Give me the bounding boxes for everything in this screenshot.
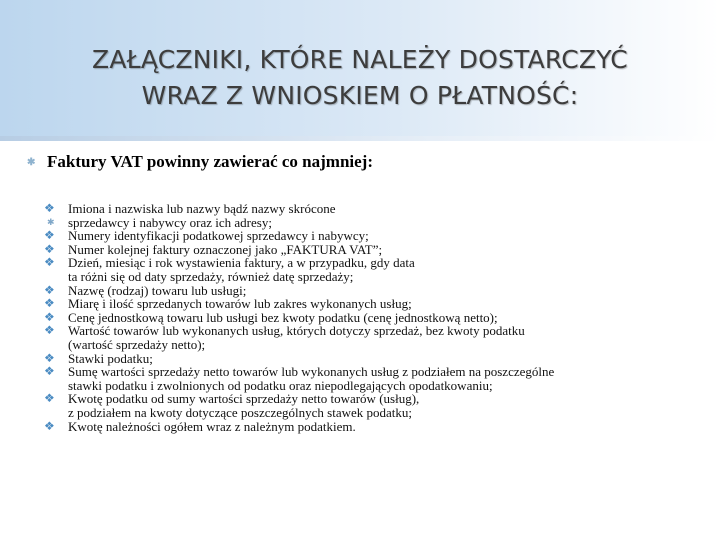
list-item-text: Miarę i ilość sprzedanych towarów lub zakres wykonanych usług; — [68, 296, 412, 312]
star-bullet-icon: ✱ — [27, 156, 36, 168]
slide-title — [20, 42, 700, 114]
list-item-text: Numer kolejnej faktury oznaczonej jako „FAKTURA VAT”; — [68, 241, 383, 257]
diamond-bullet-icon: ❖ — [44, 255, 55, 270]
list-item-text: Stawki podatku; — [68, 350, 153, 366]
diamond-bullet-icon: ❖ — [44, 323, 55, 338]
slide-title-line-2: WRAZ Z WNIOSKIEM O PŁATNOŚĆ: — [141, 81, 579, 110]
list-item — [44, 284, 704, 298]
list-item — [44, 256, 704, 283]
list-item-text: Kwotę należności ogółem wraz z należnym podatkiem. — [68, 418, 356, 434]
list-item — [44, 202, 704, 216]
diamond-bullet-icon: ❖ — [44, 364, 55, 379]
list-item-text: Imiona i nazwiska lub nazwy bądź nazwy skrócone — [68, 201, 336, 216]
section-heading-text: Faktury VAT powinny zawierać co najmniej: — [47, 152, 373, 171]
diamond-bullet-icon: ❖ — [44, 296, 55, 311]
diamond-bullet-icon: ❖ — [44, 282, 55, 297]
diamond-bullet-icon: ❖ — [44, 201, 55, 215]
list-item-text: Cenę jednostkową towaru lub usługi bez kwoty podatku (cenę jednostkową netto); — [68, 309, 498, 325]
diamond-bullet-icon: ❖ — [44, 228, 55, 243]
diamond-bullet-icon: ❖ — [44, 418, 55, 433]
list-item — [44, 365, 704, 392]
section-heading — [27, 152, 373, 172]
diamond-bullet-icon: ❖ — [44, 350, 55, 365]
list-item — [44, 352, 704, 366]
list-item-text: Sumę wartości sprzedaży netto towarów lub wykonanych usług z podziałem na poszczególne stawki podatku i zwolnionych od podatku oraz niepodlegających opodatkowaniu; — [68, 364, 555, 393]
list-item-text: sprzedawcy i nabywcy oraz ich adresy; — [68, 214, 272, 230]
list-item — [44, 216, 704, 230]
list-item — [44, 243, 704, 257]
list-item-text: Numery identyfikacji podatkowej sprzedawcy i nabywcy; — [68, 228, 369, 244]
list-item — [44, 311, 704, 325]
list-item-text: Nazwę (rodzaj) towaru lub usługi; — [68, 282, 247, 298]
diamond-bullet-icon: ❖ — [44, 391, 55, 406]
requirements-list — [44, 202, 704, 433]
list-item — [44, 420, 704, 434]
list-item-text: Dzień, miesiąc i rok wystawienia faktury, a w przypadku, gdy data ta różni się od daty sprzedaży, również datę sprzedaży; — [68, 255, 415, 284]
list-item-text: Wartość towarów lub wykonanych usług, których dotyczy sprzedaż, bez kwoty podatku (wartość sprzedaży netto); — [68, 323, 525, 352]
diamond-bullet-icon: ❖ — [44, 241, 55, 256]
list-item — [44, 297, 704, 311]
diamond-bullet-icon: ❖ — [44, 309, 55, 324]
slide-title-line-1: ZAŁĄCZNIKI, KTÓRE NALEŻY DOSTARCZYĆ — [92, 45, 628, 74]
list-item — [44, 229, 704, 243]
title-divider — [0, 136, 720, 141]
list-item — [44, 392, 704, 419]
list-item — [44, 324, 704, 351]
star-bullet-icon: ✱ — [47, 216, 55, 227]
list-item-text: Kwotę podatku od sumy wartości sprzedaży netto towarów (usług), z podziałem na kwoty dotyczące poszczególnych stawek podatku; — [68, 391, 420, 420]
